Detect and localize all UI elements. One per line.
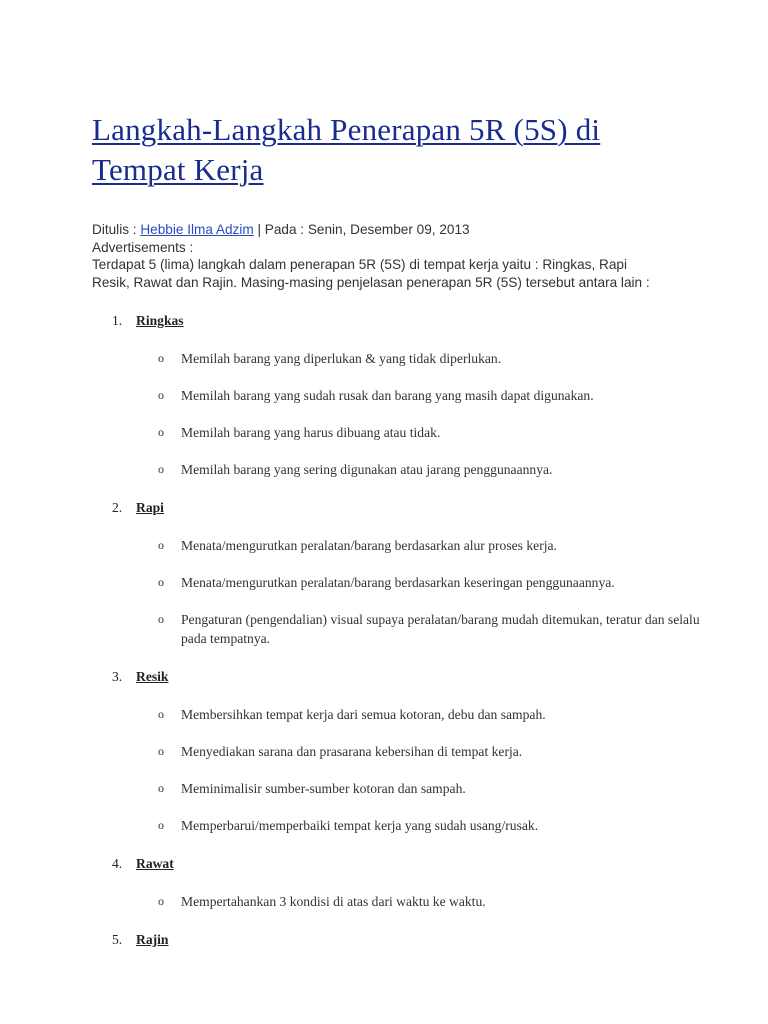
step-item xyxy=(92,668,692,835)
step-number: 2. xyxy=(112,500,123,515)
steps-list xyxy=(92,312,700,949)
bullet-icon: o xyxy=(158,351,164,365)
author-link[interactable]: Hebbie Ilma Adzim xyxy=(140,222,254,237)
sub-item xyxy=(136,610,701,648)
bullet-icon: o xyxy=(158,575,164,589)
bullet-icon: o xyxy=(158,388,164,402)
sub-item xyxy=(136,460,701,479)
sub-item xyxy=(136,423,701,442)
step-number: 5. xyxy=(112,932,123,947)
sub-item-text: Memilah barang yang diperlukan & yang tidak diperlukan. xyxy=(181,351,502,366)
step-title: Ringkas xyxy=(136,313,184,328)
sub-item xyxy=(136,536,701,555)
sub-item-text: Mempertahankan 3 kondisi di atas dari waktu ke waktu. xyxy=(181,894,486,909)
sub-item xyxy=(136,573,701,592)
bullet-icon: o xyxy=(158,781,164,795)
step-number: 4. xyxy=(112,856,123,871)
sub-item-text: Pengaturan (pengendalian) visual supaya peralatan/barang mudah ditemukan, teratur dan selalu pada tempatnya. xyxy=(181,612,700,646)
advertisements-label: Advertisements : xyxy=(92,239,194,255)
sub-item xyxy=(136,386,701,405)
step-item xyxy=(92,855,692,911)
sub-item xyxy=(136,816,701,835)
sub-list xyxy=(136,705,692,835)
step-item xyxy=(92,931,692,949)
step-title: Rajin xyxy=(136,932,169,947)
sub-list xyxy=(136,349,692,479)
sub-item xyxy=(136,742,701,761)
intro-paragraph: Terdapat 5 (lima) langkah dalam penerapan 5R (5S) di tempat kerja yaitu : Ringkas, Rapi Resik, Rawat dan Rajin. Masing-masing penjelasan penerapan 5R (5S) tersebut antara lain : xyxy=(92,257,650,290)
article-title xyxy=(92,110,692,190)
step-title: Rapi xyxy=(136,500,164,515)
step-item xyxy=(92,312,692,479)
sub-item xyxy=(136,779,701,798)
sub-item xyxy=(136,349,701,368)
sub-item-text: Meminimalisir sumber-sumber kotoran dan sampah. xyxy=(181,781,466,796)
article xyxy=(92,110,700,969)
bullet-icon: o xyxy=(158,818,164,832)
sub-item xyxy=(136,892,701,911)
article-meta xyxy=(92,221,692,239)
bullet-icon: o xyxy=(158,462,164,476)
sub-item-text: Menata/mengurutkan peralatan/barang berdasarkan alur proses kerja. xyxy=(181,538,557,553)
sub-item-text: Memperbarui/memperbaiki tempat kerja yang sudah usang/rusak. xyxy=(181,818,539,833)
sub-item xyxy=(136,705,701,724)
step-number: 1. xyxy=(112,313,123,328)
sub-list xyxy=(136,536,700,648)
step-title: Rawat xyxy=(136,856,174,871)
sub-list xyxy=(136,892,692,911)
sub-item-text: Memilah barang yang sudah rusak dan barang yang masih dapat digunakan. xyxy=(181,388,594,403)
sub-item-text: Memilah barang yang harus dibuang atau tidak. xyxy=(181,425,441,440)
sub-item-text: Menata/mengurutkan peralatan/barang berdasarkan keseringan penggunaannya. xyxy=(181,575,615,590)
sub-item-text: Memilah barang yang sering digunakan atau jarang penggunaannya. xyxy=(181,462,553,477)
bullet-icon: o xyxy=(158,744,164,758)
bullet-icon: o xyxy=(158,707,164,721)
meta-prefix: Ditulis : xyxy=(92,222,141,237)
article-title-link[interactable]: Langkah-Langkah Penerapan 5R (5S) di Tempat Kerja xyxy=(92,112,601,187)
sub-item-text: Membersihkan tempat kerja dari semua kotoran, debu dan sampah. xyxy=(181,707,546,722)
bullet-icon: o xyxy=(158,894,164,908)
step-number: 3. xyxy=(112,669,123,684)
sub-item-text: Menyediakan sarana dan prasarana kebersihan di tempat kerja. xyxy=(181,744,523,759)
bullet-icon: o xyxy=(158,425,164,439)
step-title: Resik xyxy=(136,669,169,684)
step-item xyxy=(92,499,700,648)
bullet-icon: o xyxy=(158,538,164,552)
bullet-icon: o xyxy=(158,612,164,626)
meta-date: | Pada : Senin, Desember 09, 2013 xyxy=(253,222,470,237)
